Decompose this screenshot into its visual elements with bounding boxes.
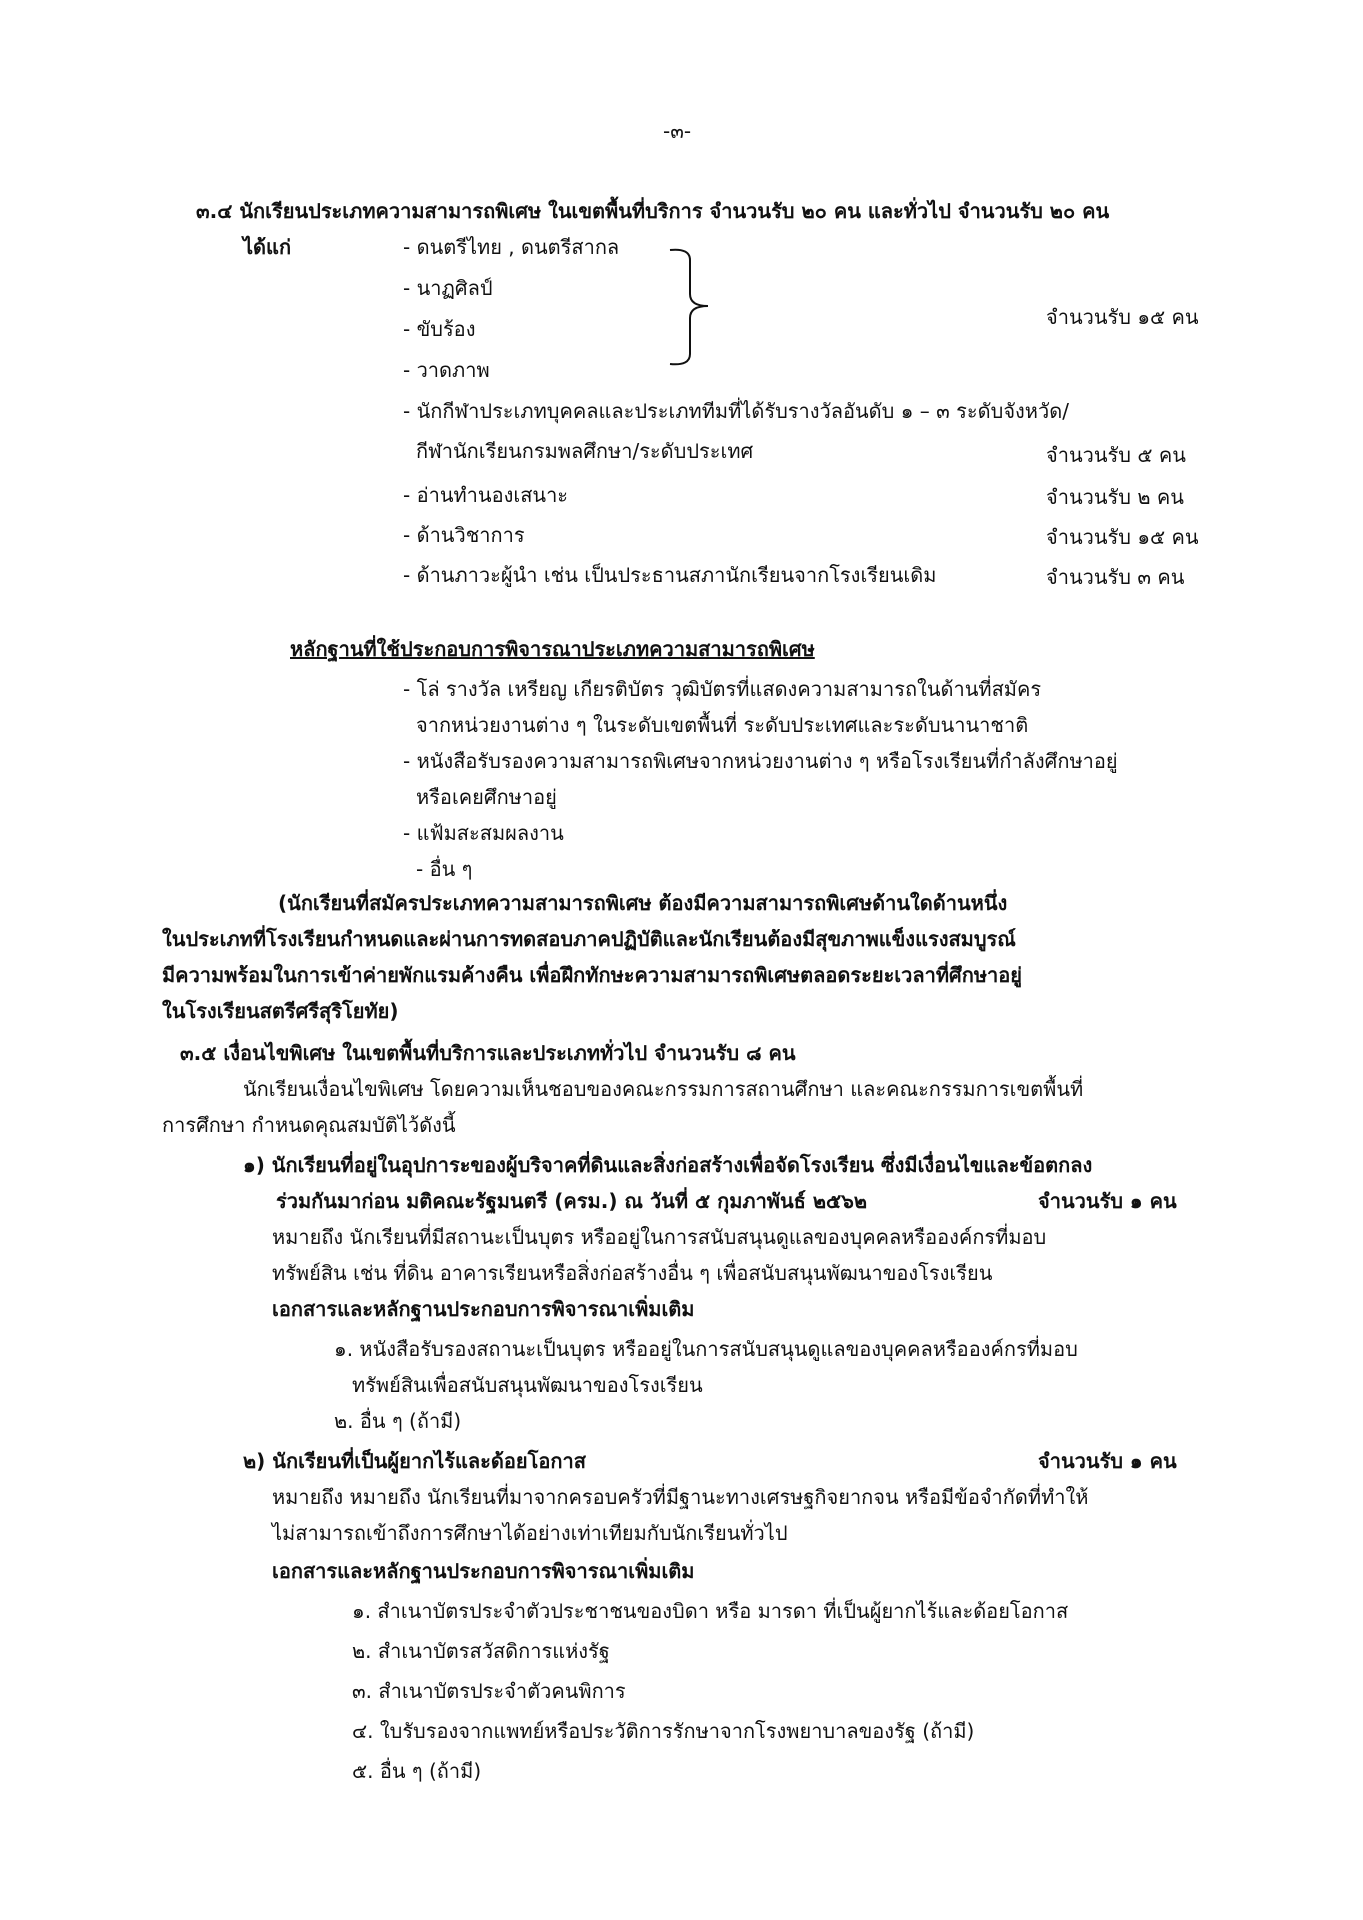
talent-item-leadership: - ด้านภาวะผู้นำ เช่น เป็นประธานสภานักเรียนจากโรงเรียนเดิม bbox=[403, 563, 937, 587]
note-text: มีความพร้อมในการเข้าค่ายพักแรมค้างคืน เพื่อฝึกทักษะความสามารถพิเศษตลอดระยะเวลาที่ศึกษาอยู่ bbox=[162, 963, 1022, 987]
section-3-4-heading: ๓.๔ นักเรียนประเภทความสามารถพิเศษ ในเขตพื้นที่บริการ จำนวนรับ ๒๐ คน และทั่วไป จำนวนรับ ๒๐ คน bbox=[196, 199, 1110, 223]
evidence-item: - หนังสือรับรองความสามารถพิเศษจากหน่วยงานต่าง ๆ หรือโรงเรียนที่กำลังศึกษาอยู่ bbox=[403, 749, 1118, 773]
condition-1-title: ๑) นักเรียนที่อยู่ในอุปการะของผู้บริจาคที่ดินและสิ่งก่อสร้างเพื่อจัดโรงเรียน ซึ่งมีเงื่อนไขและข้อตกลง bbox=[243, 1153, 1093, 1177]
condition-2-doc: ๕. อื่น ๆ (ถ้ามี) bbox=[352, 1759, 482, 1783]
talent-item-sports-cont: กีฬานักเรียนกรมพลศึกษา/ระดับประเทศ bbox=[416, 439, 754, 463]
condition-2-doc: ๓. สำเนาบัตรประจำตัวคนพิการ bbox=[352, 1679, 626, 1703]
right-brace-icon bbox=[664, 242, 724, 372]
talent-item-sports: - นักกีฬาประเภทบุคคลและประเภททีมที่ได้รับรางวัลอันดับ ๑ – ๓ ระดับจังหวัด/ bbox=[403, 399, 1069, 423]
condition-2-desc-cont: ไม่สามารถเข้าถึงการศึกษาได้อย่างเท่าเทียมกับนักเรียนทั่วไป bbox=[272, 1521, 788, 1545]
condition-2-desc: หมายถึง หมายถึง นักเรียนที่มาจากครอบครัวที่มีฐานะทางเศรษฐกิจยากจน หรือมีข้อจำกัดที่ทำให้ bbox=[272, 1485, 1089, 1509]
condition-1-docs-heading: เอกสารและหลักฐานประกอบการพิจารณาเพิ่มเติม bbox=[272, 1297, 695, 1321]
academic-quota: จำนวนรับ ๑๕ คน bbox=[1046, 525, 1199, 549]
condition-2-quota: จำนวนรับ ๑ คน bbox=[1038, 1449, 1177, 1473]
talent-item-music: - ดนตรีไทย , ดนตรีสากล bbox=[403, 235, 620, 259]
evidence-heading: หลักฐานที่ใช้ประกอบการพิจารณาประเภทความสามารถพิเศษ bbox=[290, 637, 815, 661]
condition-1-doc: ๑. หนังสือรับรองสถานะเป็นบุตร หรืออยู่ในการสนับสนุนดูแลของบุคคลหรือองค์กรที่มอบ bbox=[334, 1337, 1078, 1361]
condition-1-desc: หมายถึง นักเรียนที่มีสถานะเป็นบุตร หรืออยู่ในการสนับสนุนดูแลของบุคคลหรือองค์กรที่มอบ bbox=[272, 1225, 1047, 1249]
condition-2-doc: ๑. สำเนาบัตรประจำตัวประชาชนของบิดา หรือ มารดา ที่เป็นผู้ยากไร้และด้อยโอกาส bbox=[352, 1599, 1069, 1623]
talent-item-dance: - นาฏศิลป์ bbox=[403, 276, 493, 300]
condition-1-title-cont: ร่วมกันมาก่อน มติคณะรัฐมนตรี (ครม.) ณ วันที่ ๕ กุมภาพันธ์ ๒๕๖๒ bbox=[276, 1189, 868, 1213]
page-number: -๓- bbox=[663, 119, 692, 143]
evidence-item-cont: จากหน่วยงานต่าง ๆ ในระดับเขตพื้นที่ ระดับประเทศและระดับนานาชาติ bbox=[416, 713, 1029, 737]
leadership-quota: จำนวนรับ ๓ คน bbox=[1046, 565, 1185, 589]
sports-quota: จำนวนรับ ๕ คน bbox=[1046, 443, 1186, 467]
note-text: (นักเรียนที่สมัครประเภทความสามารถพิเศษ ต้องมีความสามารถพิเศษด้านใดด้านหนึ่ง bbox=[278, 891, 1008, 915]
talent-item-drawing: - วาดภาพ bbox=[403, 358, 490, 382]
include-label: ได้แก่ bbox=[243, 235, 292, 259]
recitation-quota: จำนวนรับ ๒ คน bbox=[1046, 485, 1184, 509]
condition-2-doc: ๔. ใบรับรองจากแพทย์หรือประวัติการรักษาจากโรงพยาบาลของรัฐ (ถ้ามี) bbox=[352, 1719, 975, 1743]
talent-item-singing: - ขับร้อง bbox=[403, 317, 476, 341]
condition-1-doc-cont: ทรัพย์สินเพื่อสนับสนุนพัฒนาของโรงเรียน bbox=[352, 1373, 703, 1397]
condition-1-quota: จำนวนรับ ๑ คน bbox=[1038, 1189, 1177, 1213]
talent-item-academic: - ด้านวิชาการ bbox=[403, 523, 525, 547]
talent-item-recitation: - อ่านทำนองเสนาะ bbox=[403, 483, 569, 507]
evidence-item: - โล่ รางวัล เหรียญ เกียรติบัตร วุฒิบัตรที่แสดงความสามารถในด้านที่สมัคร bbox=[403, 677, 1042, 701]
evidence-item-cont: หรือเคยศึกษาอยู่ bbox=[416, 785, 557, 809]
arts-quota: จำนวนรับ ๑๕ คน bbox=[1046, 305, 1199, 329]
section-3-5-intro-cont: การศึกษา กำหนดคุณสมบัติไว้ดังนี้ bbox=[162, 1113, 456, 1137]
condition-1-desc-cont: ทรัพย์สิน เช่น ที่ดิน อาคารเรียนหรือสิ่งก่อสร้างอื่น ๆ เพื่อสนับสนุนพัฒนาของโรงเรียน bbox=[272, 1261, 993, 1285]
section-3-5-heading: ๓.๕ เงื่อนไขพิเศษ ในเขตพื้นที่บริการและประเภททั่วไป จำนวนรับ ๘ คน bbox=[180, 1041, 796, 1065]
condition-2-title: ๒) นักเรียนที่เป็นผู้ยากไร้และด้อยโอกาส bbox=[243, 1449, 586, 1473]
condition-1-doc: ๒. อื่น ๆ (ถ้ามี) bbox=[334, 1409, 462, 1433]
evidence-item: - อื่น ๆ bbox=[416, 857, 473, 881]
note-text: ในประเภทที่โรงเรียนกำหนดและผ่านการทดสอบภาคปฏิบัติและนักเรียนต้องมีสุขภาพแข็งแรงสมบูรณ์ bbox=[162, 927, 1016, 951]
note-text: ในโรงเรียนสตรีศรีสุริโยทัย) bbox=[162, 999, 399, 1023]
evidence-item: - แฟ้มสะสมผลงาน bbox=[403, 821, 564, 845]
section-3-5-intro: นักเรียนเงื่อนไขพิเศษ โดยความเห็นชอบของคณะกรรมการสถานศึกษา และคณะกรรมการเขตพื้นที่ bbox=[243, 1077, 1084, 1101]
condition-2-docs-heading: เอกสารและหลักฐานประกอบการพิจารณาเพิ่มเติม bbox=[272, 1559, 695, 1583]
condition-2-doc: ๒. สำเนาบัตรสวัสดิการแห่งรัฐ bbox=[352, 1639, 610, 1663]
